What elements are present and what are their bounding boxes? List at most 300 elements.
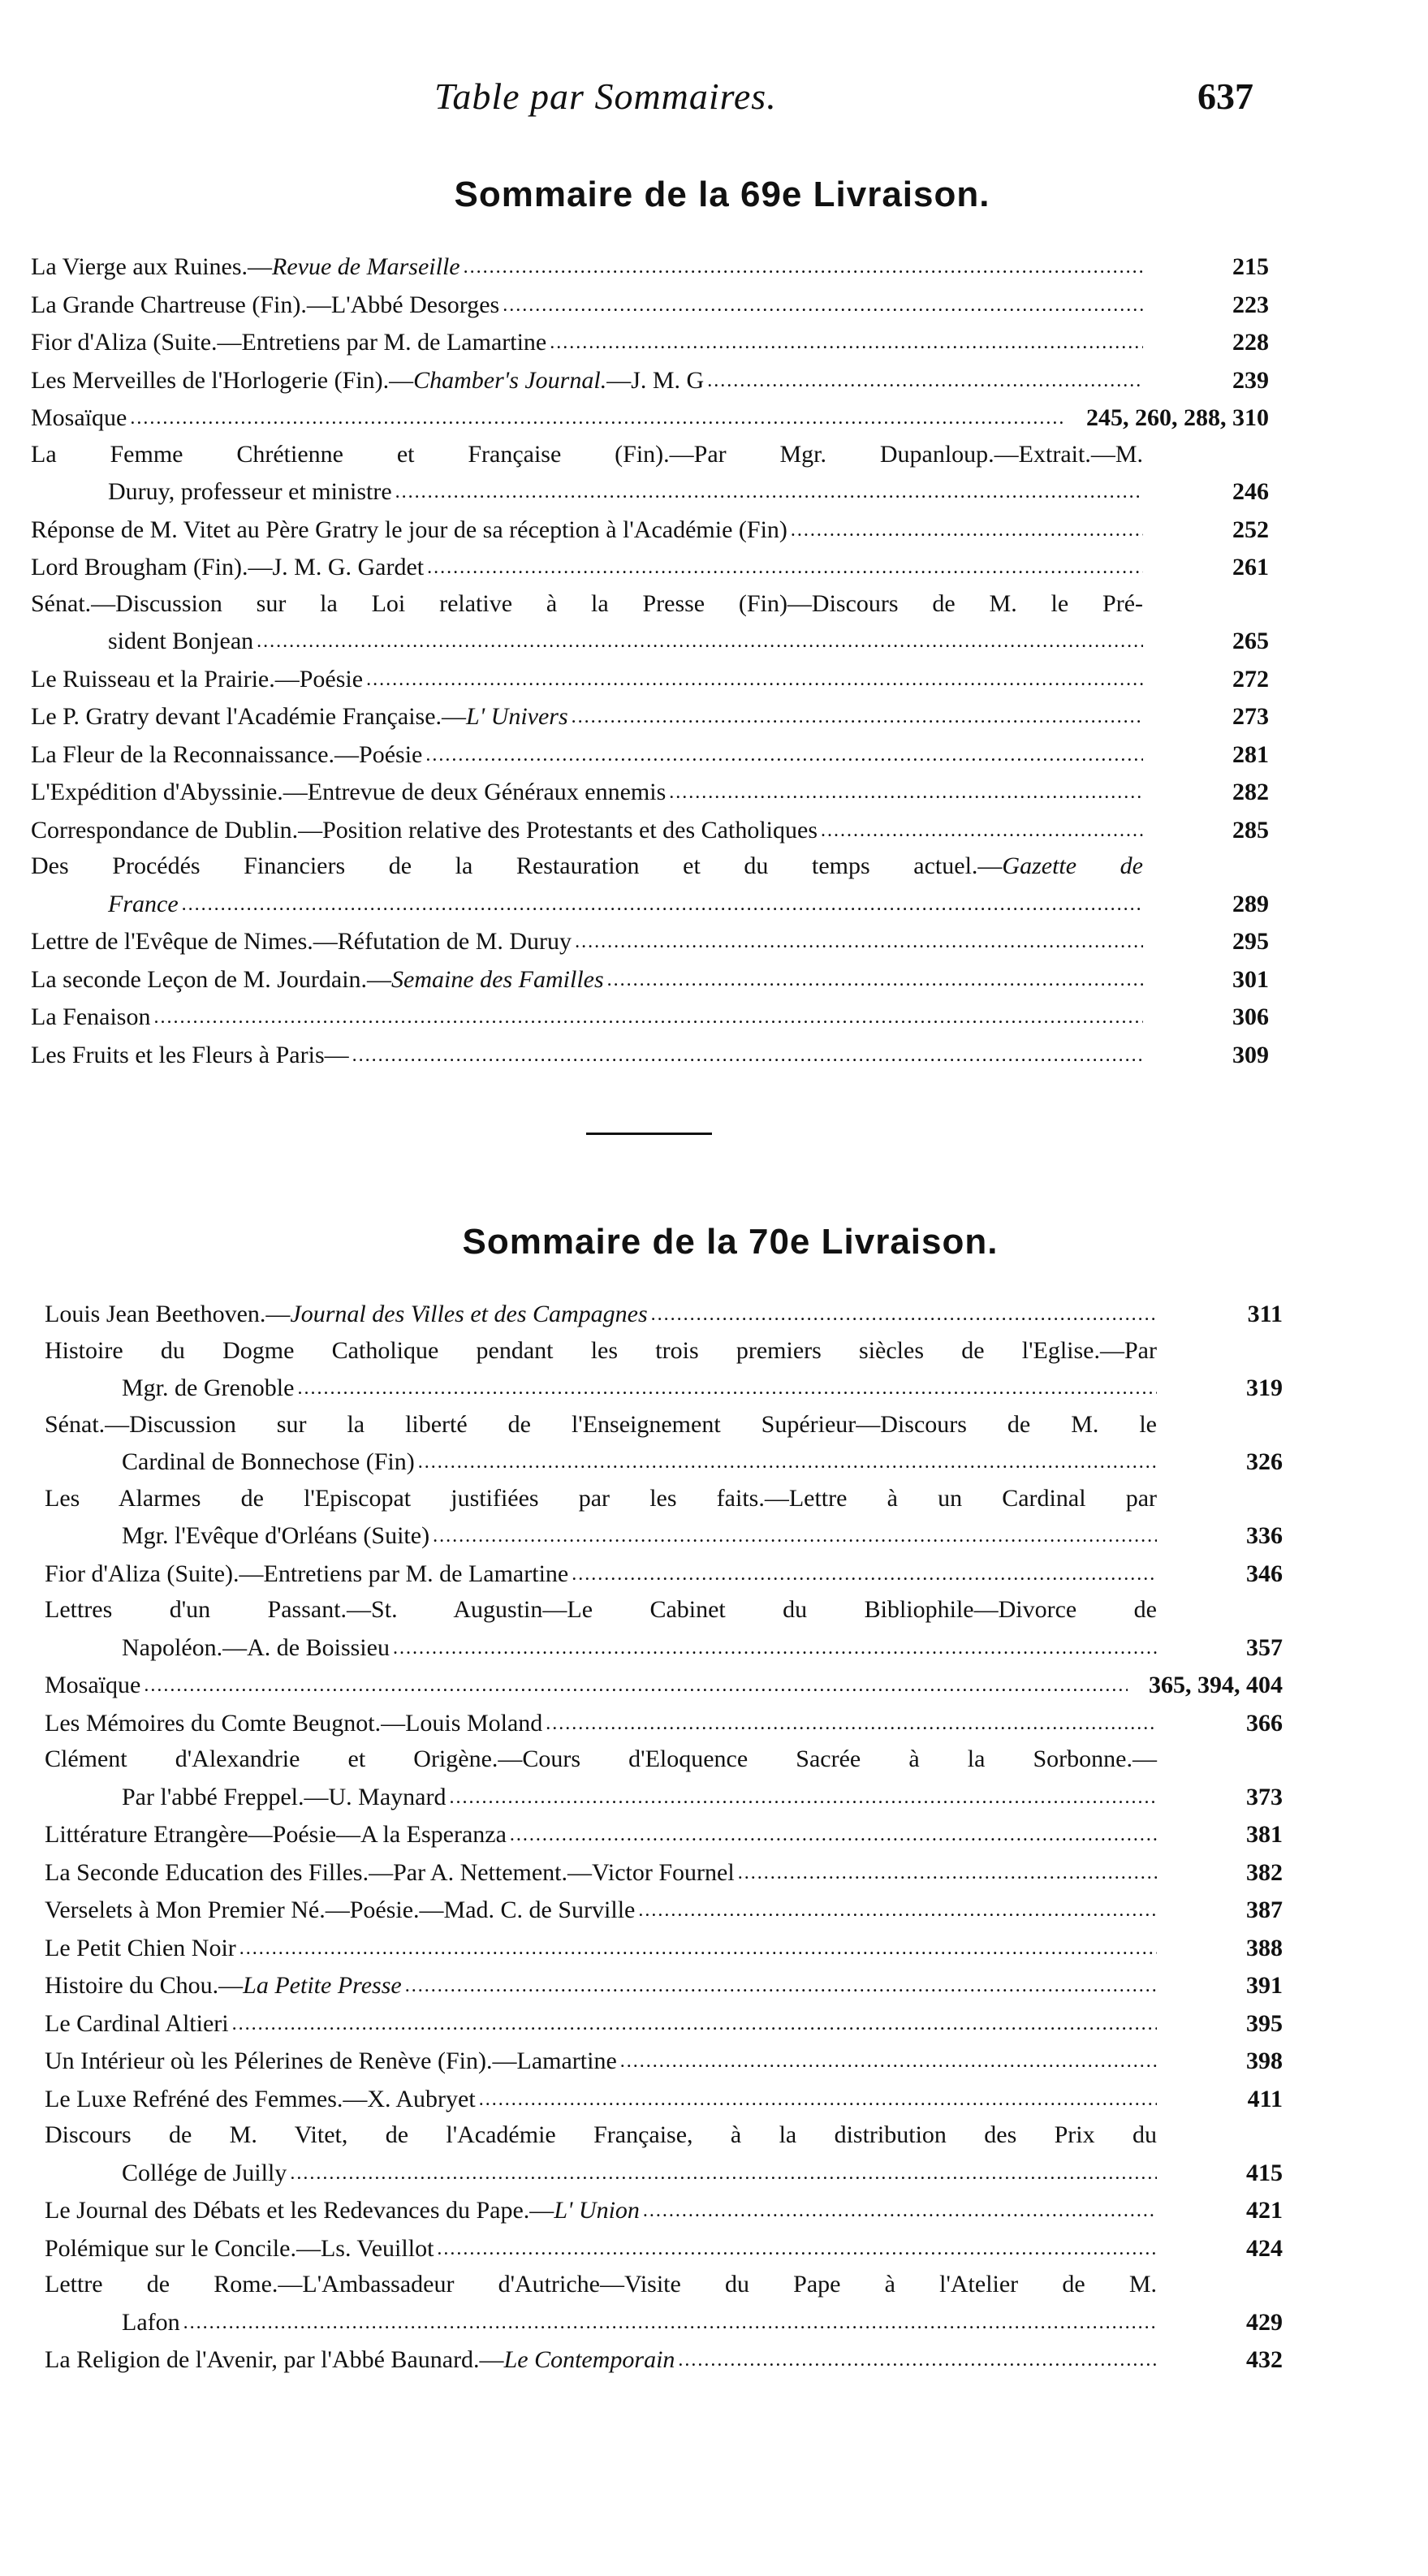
entry-source: Gazette de <box>1002 852 1143 879</box>
entry-main-text: Les Mémoires du Comte Beugnot.—Louis Moland <box>45 1709 543 1737</box>
entry-title <box>31 248 1159 286</box>
entry-line <box>31 773 1143 811</box>
entry-source: Chamber's Journal. <box>413 366 607 394</box>
entry-source: La Petite Presse <box>243 1972 402 1999</box>
toc-entry <box>45 1704 1283 1742</box>
toc-entry <box>45 1853 1283 1892</box>
dot-leader <box>572 697 1143 736</box>
entry-title <box>31 437 1159 511</box>
entry-source: Journal des Villes et des Campagnes <box>290 1301 648 1327</box>
entry-page-number: 245, 260, 288, 310 <box>1086 404 1269 431</box>
entry-main-text: Les Merveilles de l'Horlogerie (Fin).— <box>31 366 414 394</box>
entry-page-number: 432 <box>1246 2346 1283 2373</box>
entry-text <box>31 437 1143 473</box>
entry-title <box>45 1741 1173 1815</box>
dot-leader <box>607 960 1143 999</box>
entry-main-text: Clément d'Alexandrie et Origène.—Cours d'Eloquence Sacrée à la Sorbonne.— <box>45 1745 1157 1772</box>
dot-leader <box>479 2080 1157 2118</box>
entry-main-text: Mgr. l'Evêque d'Orléans (Suite) <box>122 1522 430 1549</box>
entry-line <box>31 586 1143 623</box>
entry-text <box>45 2231 434 2267</box>
entry-text <box>108 887 179 923</box>
entry-page-number: 311 <box>1247 1301 1283 1327</box>
entry-title <box>31 736 1159 774</box>
dot-leader <box>503 286 1143 324</box>
entry-title <box>45 1592 1173 1666</box>
entry-line <box>45 1815 1157 1853</box>
entry-main-text: La Fenaison <box>31 1003 151 1030</box>
dot-leader <box>232 2004 1157 2043</box>
toc-entry <box>31 922 1269 960</box>
entry-main-text: Le Cardinal Altieri <box>45 2009 229 2037</box>
entry-line <box>45 1407 1157 1443</box>
entry-text <box>31 249 460 286</box>
dot-leader <box>738 1853 1157 1892</box>
entry-line <box>45 1295 1157 1333</box>
entry-title <box>45 2042 1173 2080</box>
entry-line <box>45 1929 1157 1967</box>
entry-text <box>108 624 253 660</box>
entry-page-number: 309 <box>1232 1041 1269 1068</box>
dot-leader <box>449 1778 1157 1816</box>
entry-line <box>45 2117 1157 2154</box>
entry-title <box>31 399 1081 437</box>
entry-text <box>31 962 604 999</box>
toc-entry <box>45 1966 1283 2004</box>
toc-entry <box>31 248 1269 286</box>
entry-main-text: Sénat.—Discussion sur la liberté de l'Enseignement Supérieur—Discours de M. le <box>45 1410 1157 1438</box>
entry-title <box>31 1036 1159 1074</box>
entry-title <box>45 2117 1173 2191</box>
toc-entry <box>31 1036 1269 1074</box>
entry-text <box>122 1780 446 1816</box>
entry-line <box>31 736 1143 774</box>
entry-line <box>45 2229 1157 2267</box>
entry-main-text: Le Petit Chien Noir <box>45 1934 236 1961</box>
toc-entry <box>45 1295 1283 1333</box>
entry-main-text: L'Expédition d'Abyssinie.—Entrevue de deux Généraux ennemis <box>31 779 667 805</box>
dot-leader <box>182 885 1143 923</box>
entry-continuation-line <box>31 885 1143 923</box>
entry-main-text: Lettres d'un Passant.—St. Augustin—Le Cabinet du Bibliophile—Divorce de <box>45 1596 1157 1623</box>
section-title: Sommaire de la 70e Livraison. <box>462 1222 999 1262</box>
entry-title <box>45 1966 1173 2004</box>
dot-leader <box>395 472 1143 511</box>
dot-leader <box>427 548 1143 586</box>
entry-source: Revue de Marseille <box>272 253 460 280</box>
toc-entry <box>31 660 1269 698</box>
entry-text <box>31 1038 349 1074</box>
toc-entry <box>31 848 1269 922</box>
entry-line <box>45 1555 1157 1593</box>
entry-text <box>45 1297 648 1333</box>
entry-page-number: 391 <box>1246 1972 1283 1999</box>
dot-leader <box>572 1555 1157 1593</box>
entry-page-number: 424 <box>1246 2234 1283 2262</box>
toc-entry <box>45 2042 1283 2080</box>
entry-text <box>108 474 392 511</box>
toc-entry <box>45 2267 1283 2341</box>
dot-leader <box>297 1369 1157 1407</box>
entry-main-text: Lettre de l'Evêque de Nimes.—Réfutation de M. Duruy <box>31 928 572 955</box>
entry-main-text: Des Procédés Financiers de la Restauration et du temps actuel.— <box>31 852 1003 879</box>
entry-main-text: Napoléon.—A. de Boissieu <box>122 1633 390 1661</box>
entry-text <box>45 1817 507 1853</box>
entry-page-number: 301 <box>1232 965 1269 993</box>
dot-leader <box>510 1815 1157 1853</box>
entry-title <box>31 960 1159 999</box>
entry-title <box>31 586 1159 660</box>
dot-leader <box>464 248 1143 286</box>
entry-line <box>45 1481 1157 1517</box>
entry-page-number: 246 <box>1232 478 1269 505</box>
dot-leader <box>707 361 1143 399</box>
entry-line <box>45 2341 1157 2379</box>
entry-line <box>45 1704 1157 1742</box>
entry-continuation-line <box>45 1778 1157 1816</box>
entry-main-text: Le Journal des Débats et les Redevances du Pape.— <box>45 2197 554 2224</box>
page-header <box>0 75 1428 132</box>
entry-line <box>45 2042 1157 2080</box>
entry-continuation-line <box>31 472 1143 511</box>
entry-text <box>45 2117 1157 2154</box>
toc-entry <box>31 736 1269 774</box>
entry-main-text: Réponse de M. Vitet au Père Gratry le jour de sa réception à l'Académie (Fin) <box>31 516 787 543</box>
entry-text <box>45 2082 476 2118</box>
toc-entry <box>31 323 1269 361</box>
entry-main-text: Duruy, professeur et ministre <box>108 478 392 505</box>
entry-main-text: Collége de Juilly <box>122 2159 287 2186</box>
entry-text <box>31 586 1143 623</box>
entry-line <box>31 286 1143 324</box>
entry-main-text: Discours de M. Vitet, de l'Académie Française, à la distribution des Prix du <box>45 2121 1157 2148</box>
dot-leader <box>418 1443 1157 1481</box>
entry-text <box>45 1556 568 1593</box>
entry-main-text: La Seconde Education des Filles.—Par A. Nettement.—Victor Fournel <box>45 1858 735 1886</box>
entry-main-text: La Femme Chrétienne et Française (Fin).—Par Mgr. Dupanloup.—Extrait.—M. <box>31 440 1143 468</box>
entry-text <box>45 1481 1157 1517</box>
entry-page-number: 215 <box>1232 253 1269 280</box>
entry-page-number: 273 <box>1232 703 1269 730</box>
entry-title <box>31 773 1159 811</box>
toc-entry <box>31 998 1269 1036</box>
entry-text <box>31 550 424 586</box>
entry-title <box>45 1891 1173 1929</box>
toc-entry <box>31 811 1269 849</box>
entry-line <box>45 1891 1157 1929</box>
dot-leader <box>352 1036 1143 1074</box>
dot-leader <box>575 922 1143 960</box>
toc-entry <box>45 2080 1283 2118</box>
toc-entry <box>31 548 1269 586</box>
toc-entry <box>45 1333 1283 1407</box>
entry-line <box>45 2191 1157 2229</box>
entry-text <box>45 1741 1157 1778</box>
dot-leader <box>183 2303 1157 2341</box>
entry-title <box>45 2341 1173 2379</box>
entry-title <box>45 1853 1173 1892</box>
entry-source: L' Union <box>554 2197 640 2224</box>
entry-text <box>45 1592 1157 1629</box>
entry-main-text: Un Intérieur où les Pélerines de Renève (Fin).—Lamartine <box>45 2047 617 2074</box>
entry-title <box>31 511 1159 549</box>
entry-author: —J. M. G <box>606 366 705 394</box>
entry-page-number: 357 <box>1246 1633 1283 1661</box>
toc-entry <box>31 773 1269 811</box>
entry-main-text: Lord Brougham (Fin).—J. M. G. Gardet <box>31 554 425 580</box>
entry-text <box>45 1333 1157 1370</box>
entry-text <box>122 1370 294 1407</box>
entry-title <box>45 2080 1173 2118</box>
entry-main-text: La Religion de l'Avenir, par l'Abbé Baunard.— <box>45 2346 504 2373</box>
entry-title <box>31 848 1159 922</box>
entry-page-number: 365, 394, 404 <box>1149 1672 1283 1698</box>
entry-main-text: Fior d'Aliza (Suite).—Entretiens par M. de Lamartine <box>45 1560 569 1587</box>
toc-entry <box>45 1592 1283 1666</box>
entry-text <box>45 1892 635 1929</box>
entry-main-text: Littérature Etrangère—Poésie—A la Esperanza <box>45 1821 507 1848</box>
entry-line <box>31 548 1143 586</box>
dot-leader <box>546 1704 1157 1742</box>
entry-page-number: 252 <box>1232 516 1269 543</box>
section-70e-livraison <box>0 1222 1428 2379</box>
entry-main-text: Le Luxe Refréné des Femmes.—X. Aubryet <box>45 2085 476 2112</box>
entry-line <box>31 1036 1143 1074</box>
entry-main-text: Verselets à Mon Premier Né.—Poésie.—Mad. C. de Surville <box>45 1896 636 1923</box>
page-number: 637 <box>1197 76 1253 117</box>
entry-title <box>31 922 1159 960</box>
entry-page-number: 415 <box>1246 2159 1283 2186</box>
entry-page-number: 421 <box>1246 2197 1283 2224</box>
entry-text <box>45 1855 735 1892</box>
entry-main-text: Lafon <box>122 2308 180 2336</box>
entry-page-number: 282 <box>1232 779 1269 805</box>
toc-entry <box>45 1815 1283 1853</box>
dot-leader <box>437 2229 1157 2267</box>
toc-entry <box>45 1407 1283 1481</box>
entry-page-number: 223 <box>1232 291 1269 318</box>
entry-title <box>31 660 1159 698</box>
toc-entry <box>31 399 1269 437</box>
entry-title <box>45 1481 1173 1555</box>
entry-title <box>45 2191 1173 2229</box>
entry-text <box>31 775 666 811</box>
section-69e-livraison <box>0 175 1428 1073</box>
entry-page-number: 336 <box>1246 1522 1283 1549</box>
entry-line <box>31 323 1143 361</box>
entry-main-text: La Fleur de la Reconnaissance.—Poésie <box>31 740 423 768</box>
entry-line <box>45 2080 1157 2118</box>
entry-text <box>122 2305 180 2341</box>
toc-entry <box>45 1891 1283 1929</box>
entry-text <box>31 924 572 960</box>
entry-title <box>45 1704 1173 1742</box>
entry-text <box>45 1931 236 1967</box>
entry-line <box>31 848 1143 885</box>
entry-title <box>31 998 1159 1036</box>
entry-text <box>45 1968 402 2004</box>
entry-main-text: sident Bonjean <box>108 628 254 654</box>
toc-entry <box>31 286 1269 324</box>
entry-text <box>45 2193 640 2229</box>
entry-source: L' Univers <box>466 703 568 730</box>
entry-line <box>31 998 1143 1036</box>
dot-leader <box>791 511 1143 549</box>
toc-entry <box>31 437 1269 511</box>
entry-main-text: Par l'abbé Freppel.—U. Maynard <box>122 1783 447 1810</box>
entry-title <box>31 361 1159 399</box>
entry-main-text: Sénat.—Discussion sur la Loi relative à la Presse (Fin)—Discours de M. le Pré- <box>31 589 1143 617</box>
entry-title <box>45 1815 1173 1853</box>
entry-line <box>45 1592 1157 1629</box>
entry-line <box>45 1666 1128 1704</box>
entry-line <box>45 2267 1157 2303</box>
entry-source: Semaine des Familles <box>391 965 604 993</box>
entry-source: France <box>108 890 179 917</box>
entry-text <box>45 1706 542 1742</box>
dot-leader <box>130 399 1065 437</box>
entry-main-text: Polémique sur le Concile.—Ls. Veuillot <box>45 2234 434 2262</box>
toc-entry <box>45 2004 1283 2043</box>
entry-continuation-line <box>45 1369 1157 1407</box>
entry-page-number: 272 <box>1232 665 1269 693</box>
entry-title <box>45 1929 1173 1967</box>
entry-page-number: 285 <box>1232 816 1269 844</box>
dot-leader <box>405 1966 1157 2004</box>
entry-main-text: Lettre de Rome.—L'Ambassadeur d'Autriche—Visite du Pape à l'Atelier de M. <box>45 2271 1157 2298</box>
entry-page-number: 261 <box>1232 554 1269 580</box>
toc-entry <box>45 2229 1283 2267</box>
entry-text <box>31 699 568 736</box>
entry-line <box>45 2004 1157 2043</box>
entry-main-text: Le P. Gratry devant l'Académie Française.— <box>31 703 467 730</box>
entry-title <box>45 1407 1173 1481</box>
entry-line <box>31 811 1143 849</box>
entry-line <box>31 922 1143 960</box>
entry-text <box>45 2342 675 2379</box>
entry-page-number: 388 <box>1246 1934 1283 1961</box>
entry-text <box>31 999 150 1036</box>
toc-entry <box>45 1555 1283 1593</box>
entry-title <box>45 1295 1173 1333</box>
entry-line <box>31 960 1143 999</box>
dot-leader <box>144 1666 1128 1704</box>
section-divider <box>586 1133 712 1135</box>
entry-page-number: 387 <box>1246 1896 1283 1923</box>
entry-continuation-line <box>45 1517 1157 1555</box>
entry-page-number: 326 <box>1246 1448 1283 1475</box>
entry-title <box>31 323 1159 361</box>
dot-leader <box>290 2154 1157 2192</box>
entry-text <box>45 2006 229 2043</box>
toc-entry <box>31 361 1269 399</box>
dot-leader <box>393 1629 1157 1667</box>
entry-main-text: Louis Jean Beethoven.— <box>45 1301 291 1327</box>
toc-entry <box>45 2191 1283 2229</box>
entry-title <box>31 286 1159 324</box>
entry-text <box>31 287 499 324</box>
toc-entry <box>45 1666 1283 1704</box>
entry-page-number: 239 <box>1232 366 1269 394</box>
entry-text <box>31 512 787 549</box>
toc-entry <box>31 697 1269 736</box>
entry-title <box>45 2267 1173 2341</box>
dot-leader <box>638 1891 1157 1929</box>
entry-title <box>45 2229 1173 2267</box>
entry-title <box>45 1666 1144 1704</box>
dot-leader <box>433 1517 1157 1555</box>
entry-text <box>122 1518 429 1555</box>
entry-main-text: La Vierge aux Ruines.— <box>31 253 273 280</box>
entry-text <box>31 325 546 361</box>
toc-entry <box>45 2117 1283 2191</box>
dot-leader <box>239 1929 1157 1967</box>
toc-entry <box>45 1741 1283 1815</box>
entry-text <box>45 2043 617 2080</box>
entry-title <box>45 1333 1173 1407</box>
entry-title <box>31 548 1159 586</box>
entry-main-text: Mosaïque <box>31 404 127 431</box>
entry-main-text: Mgr. de Grenoble <box>122 1374 295 1401</box>
toc-entry <box>31 960 1269 999</box>
entry-line <box>45 1333 1157 1370</box>
entry-page-number: 228 <box>1232 329 1269 356</box>
section-title: Sommaire de la 69e Livraison. <box>454 175 990 214</box>
entry-title <box>31 697 1159 736</box>
dot-leader <box>153 998 1143 1036</box>
toc-list <box>45 1295 1283 2379</box>
dot-leader <box>643 2191 1157 2229</box>
entry-text <box>31 813 818 849</box>
toc-list <box>31 248 1269 1073</box>
entry-main-text: La seconde Leçon de M. Jourdain.— <box>31 965 392 993</box>
entry-line <box>45 1966 1157 2004</box>
entry-main-text: La Grande Chartreuse (Fin).—L'Abbé Desorges <box>31 291 500 318</box>
dot-leader <box>425 736 1143 774</box>
entry-page-number: 395 <box>1246 2009 1283 2037</box>
entry-main-text: Correspondance de Dublin.—Position relative des Protestants et des Catholiques <box>31 816 818 844</box>
entry-main-text: Les Alarmes de l'Episcopat justifiées par les faits.—Lettre à un Cardinal par <box>45 1484 1157 1512</box>
entry-text <box>45 2267 1157 2303</box>
entry-title <box>31 811 1159 849</box>
toc-entry <box>31 586 1269 660</box>
entry-source: Le Contemporain <box>503 2346 675 2373</box>
entry-line <box>31 248 1143 286</box>
entry-page-number: 265 <box>1232 628 1269 654</box>
dot-leader <box>620 2042 1157 2080</box>
entry-text <box>31 662 363 698</box>
entry-page-number: 381 <box>1246 1821 1283 1848</box>
entry-line <box>31 697 1143 736</box>
entry-text <box>31 848 1143 885</box>
entry-continuation-line <box>31 622 1143 660</box>
running-title: Table par Sommaires. <box>434 76 777 117</box>
entry-line <box>31 361 1143 399</box>
toc-entry <box>45 1481 1283 1555</box>
entry-line <box>31 399 1065 437</box>
entry-main-text: Cardinal de Bonnechose (Fin) <box>122 1448 415 1475</box>
entry-page-number: 382 <box>1246 1858 1283 1886</box>
dot-leader <box>366 660 1143 698</box>
dot-leader <box>550 323 1143 361</box>
entry-main-text: Les Fruits et les Fleurs à Paris— <box>31 1041 349 1068</box>
entry-text <box>122 1444 415 1481</box>
entry-page-number: 281 <box>1232 740 1269 768</box>
entry-text <box>45 1668 140 1704</box>
entry-main-text: Mosaïque <box>45 1672 141 1698</box>
entry-page-number: 429 <box>1246 2308 1283 2336</box>
entry-continuation-line <box>45 1629 1157 1667</box>
